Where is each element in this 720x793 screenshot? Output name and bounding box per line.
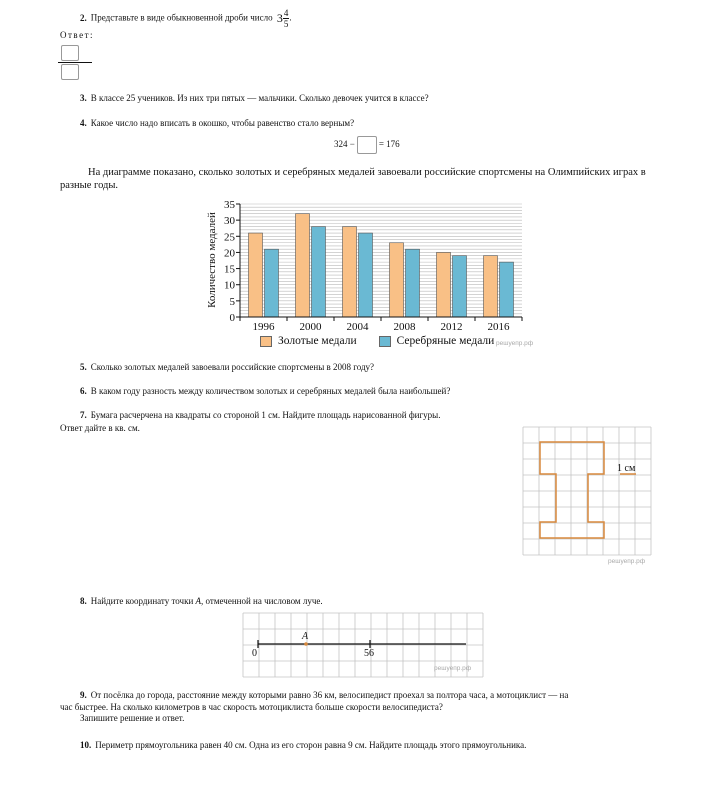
mixed-whole: 3 xyxy=(276,11,283,25)
question-text-pre: Найдите координату точки xyxy=(90,596,194,606)
question-number: 7. xyxy=(80,410,87,420)
bar-silver-2000 xyxy=(312,227,326,317)
label-56: 56 xyxy=(364,648,374,659)
question-number: 10. xyxy=(80,740,92,750)
equation xyxy=(334,136,400,154)
x-tick-label: 2004 xyxy=(346,321,369,333)
x-tick-label: 2000 xyxy=(299,321,322,333)
answer-denominator-box[interactable] xyxy=(61,64,79,80)
question-text: В классе 25 учеников. Из них три пятых — мальчики. Сколько девочек учится в классе? xyxy=(90,93,429,103)
bar-gold-2004 xyxy=(343,227,357,317)
x-tick-label: 2016 xyxy=(487,321,510,333)
point-name: A xyxy=(195,596,202,606)
question-text: Периметр прямоугольника равен 40 см. Одна из его сторон равна 9 см. Найдите площадь этого прямоугольника. xyxy=(95,740,527,750)
x-tick-label: 2012 xyxy=(440,321,463,333)
question-text: Сколько золотых медалей завоевали российские спортсмены в 2008 году? xyxy=(90,362,375,372)
legend-label-gold: Золотые медали xyxy=(278,335,357,347)
legend-swatch-silver xyxy=(379,336,391,347)
y-tick-label: 20 xyxy=(224,247,235,260)
chart-intro: На диаграмме показано, сколько золотых и серебряных медалей завоевали российские спортсмены на Олимпийских играх в разные годы. xyxy=(60,167,646,191)
scale-label: 1 см xyxy=(617,463,636,474)
x-tick-label: 2008 xyxy=(393,321,416,333)
medals-chart xyxy=(200,198,530,358)
question-7-line2: Ответ дайте в кв. см. xyxy=(60,423,140,433)
question-6 xyxy=(80,386,450,396)
y-tick-label: 10 xyxy=(224,279,235,292)
question-text-line2: час быстрее. На сколько километров в час скорость мотоциклиста больше скорости велосипедиста? xyxy=(60,701,443,712)
y-tick-label: 5 xyxy=(229,295,235,308)
question-text: Какое число надо вписать в окошко, чтобы равенство стало верным? xyxy=(90,118,355,128)
question-number: 4. xyxy=(80,118,87,128)
question-number: 2. xyxy=(80,12,87,23)
chart-gridlines xyxy=(240,204,522,314)
equation-left: 324 − xyxy=(334,139,355,150)
bar-gold-2000 xyxy=(296,214,310,317)
bar-gold-2008 xyxy=(390,243,404,317)
bar-gold-2016 xyxy=(484,256,498,317)
legend-swatch-gold xyxy=(260,336,272,347)
legend-label-silver: Серебряные медали xyxy=(396,335,495,347)
question-9 xyxy=(60,690,672,725)
y-tick-label: 15 xyxy=(224,263,235,276)
y-tick-label: 0 xyxy=(229,312,235,324)
question-2: 2. Представьте в виде обыкновенной дроби число 3 $\frac{4}{5}$ . xyxy=(80,8,292,29)
question-10 xyxy=(80,740,526,750)
bar-gold-1996 xyxy=(249,233,263,317)
mixed-numerator: 4 xyxy=(283,8,289,18)
question-number: 5. xyxy=(80,362,87,372)
number-line-watermark: решуепр.рф xyxy=(434,665,472,672)
grid-lines xyxy=(523,427,651,555)
bar-silver-1996 xyxy=(265,249,279,317)
chart-legend xyxy=(260,335,494,347)
point-a xyxy=(304,642,308,646)
y-tick-label: 25 xyxy=(224,231,235,244)
y-axis-label: Количество медалей xyxy=(206,212,218,308)
bar-silver-2004 xyxy=(359,233,373,317)
mixed-denominator: 5 xyxy=(283,19,289,29)
question-text-line3: Запишите решение и ответ. xyxy=(80,713,185,723)
mixed-number xyxy=(277,8,290,29)
figure-watermark: решуепр.рф xyxy=(608,558,646,565)
equation-right: = 176 xyxy=(378,139,400,150)
answer-label: Ответ: xyxy=(60,30,95,40)
chart-watermark: решуепр.рф xyxy=(496,340,534,347)
label-zero: 0 xyxy=(252,648,257,659)
bar-silver-2012 xyxy=(453,256,467,317)
x-tick-label: 1996 xyxy=(252,321,275,333)
question-text-line1: От посёлка до города, расстояние между которыми равно 36 км, велосипедист проехал за полтора часа, а мотоциклист — на xyxy=(90,690,569,700)
equation-answer-box[interactable] xyxy=(357,136,377,154)
question-3 xyxy=(80,93,429,103)
question-text: Представьте в виде обыкновенной дроби число xyxy=(90,12,273,23)
question-number: 6. xyxy=(80,386,87,396)
y-tick-label: 35 xyxy=(224,199,235,211)
question-5 xyxy=(80,362,374,372)
figure-grid xyxy=(522,426,654,558)
point-a-label: A xyxy=(302,631,309,642)
fraction-line xyxy=(58,62,92,63)
y-tick-label: 30 xyxy=(224,215,235,228)
bar-silver-2008 xyxy=(406,249,420,317)
question-8 xyxy=(80,596,323,606)
bar-silver-2016 xyxy=(500,262,514,317)
question-text: В каком году разность между количеством золотых и серебряных медалей была наибольшей? xyxy=(90,386,451,396)
question-text-post: , отмеченной на числовом луче. xyxy=(201,596,323,606)
bar-gold-2012 xyxy=(437,252,451,317)
answer-numerator-box[interactable] xyxy=(61,45,79,61)
question-7 xyxy=(80,410,440,420)
question-4 xyxy=(80,118,354,128)
question-number: 8. xyxy=(80,596,87,606)
question-number: 3. xyxy=(80,93,87,103)
i-beam-figure xyxy=(540,442,604,538)
question-text: Бумага расчерчена на квадраты со стороной 1 см. Найдите площадь нарисованной фигуры. xyxy=(90,410,441,420)
question-number: 9. xyxy=(80,690,87,700)
